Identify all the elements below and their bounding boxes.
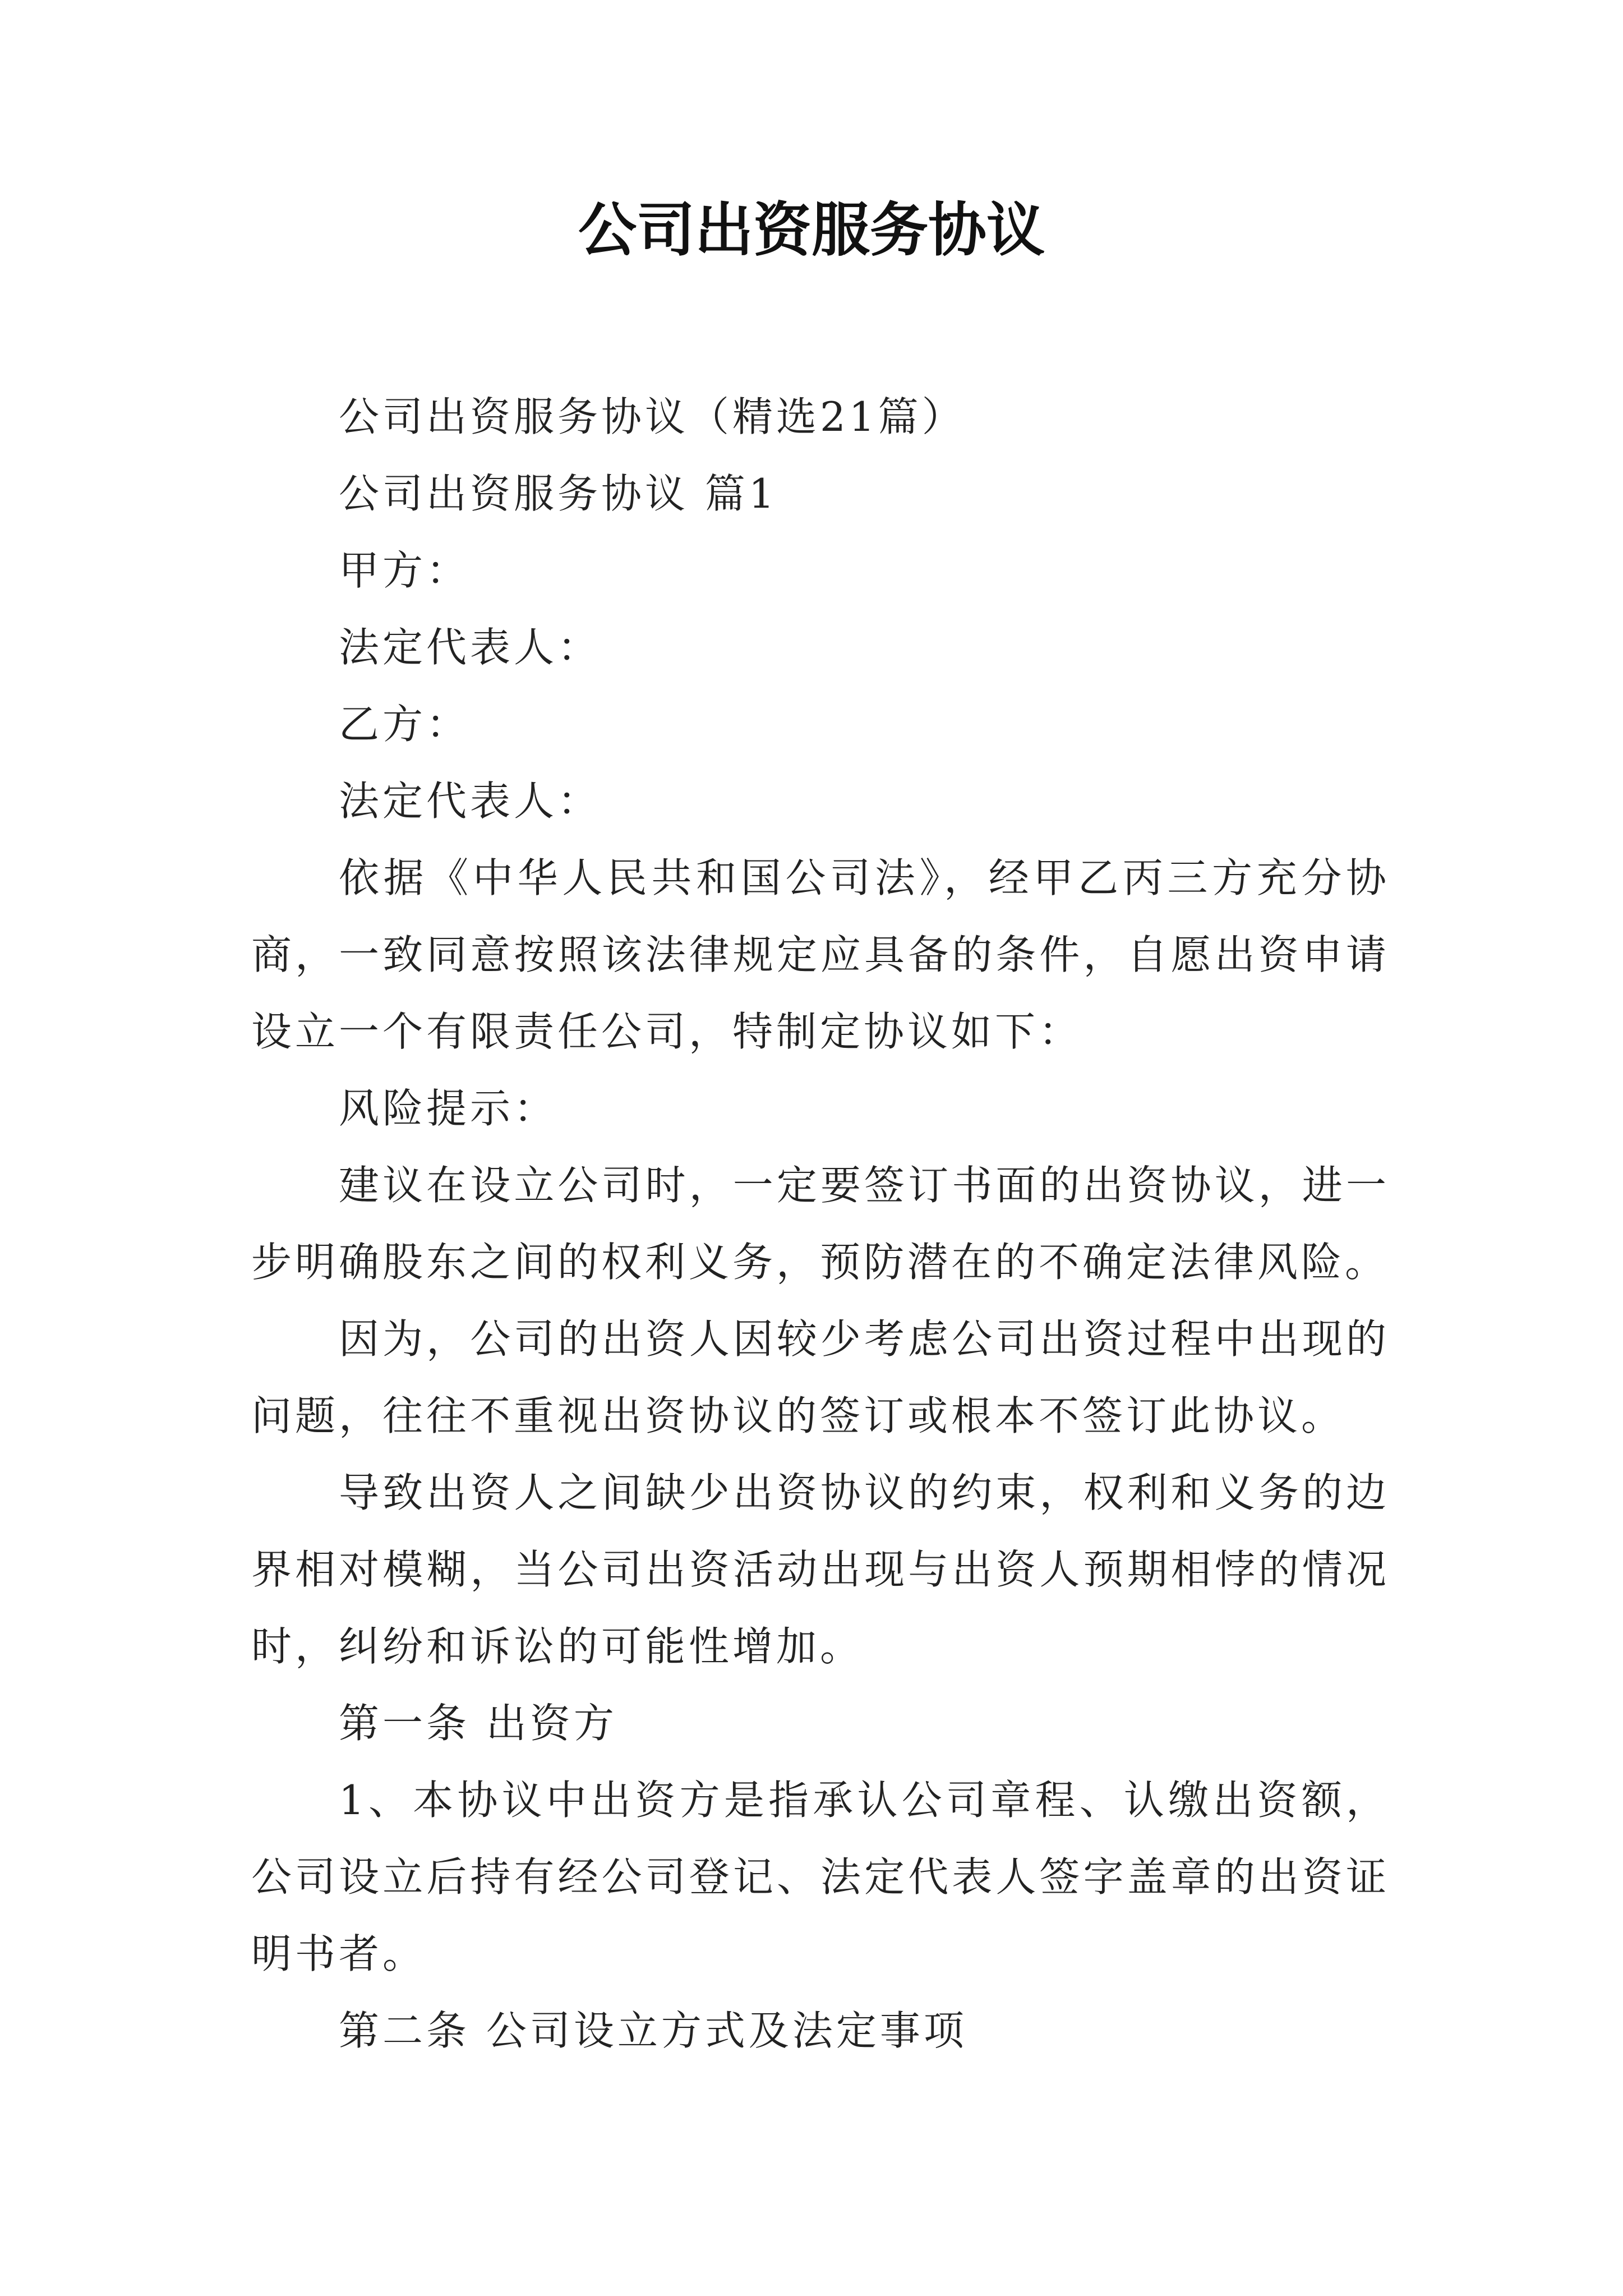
paragraph-party-b: 乙方： <box>339 701 471 748</box>
paragraph-section-heading: 公司出资服务协议 篇1 <box>339 470 778 517</box>
paragraph-subtitle: 公司出资服务协议（精选21篇） <box>339 393 966 440</box>
paragraph-article-1-heading: 第一条 出资方 <box>339 1700 617 1747</box>
paragraph-article-2-heading: 第二条 公司设立方式及法定事项 <box>339 2007 967 2054</box>
paragraph-article-1-clause-1: 1、本协议中出资方是指承认公司章程、认缴出资额，公司设立后持有经公司登记、法定代表人签字盖章的出资证明书者。 <box>251 1777 1390 1977</box>
paragraph-risk-advice: 建议在设立公司时，一定要签订书面的出资协议，进一步明确股东之间的权利义务，预防潜在的不确定法律风险。 <box>251 1162 1390 1286</box>
document-title: 公司出资服务协议 <box>578 195 1045 264</box>
paragraph-preamble: 依据《中华人民共和国公司法》，经甲乙丙三方充分协商，一致同意按照该法律规定应具备的条件，自愿出资申请设立一个有限责任公司，特制定协议如下： <box>251 854 1390 1055</box>
document-body <box>251 379 1390 2069</box>
paragraph-risk-heading: 风险提示： <box>339 1085 558 1132</box>
paragraph-legal-rep-b: 法定代表人： <box>339 777 602 825</box>
paragraph-party-a: 甲方： <box>339 547 471 594</box>
paragraph-risk-consequence: 导致出资人之间缺少出资协议的约束，权利和义务的边界相对模糊，当公司出资活动出现与出资人预期相悖的情况时，纠纷和诉讼的可能性增加。 <box>251 1469 1390 1670</box>
paragraph-risk-reason: 因为，公司的出资人因较少考虑公司出资过程中出现的问题，往往不重视出资协议的签订或根本不签订此协议。 <box>251 1315 1390 1439</box>
paragraph-legal-rep-a: 法定代表人： <box>339 624 602 671</box>
